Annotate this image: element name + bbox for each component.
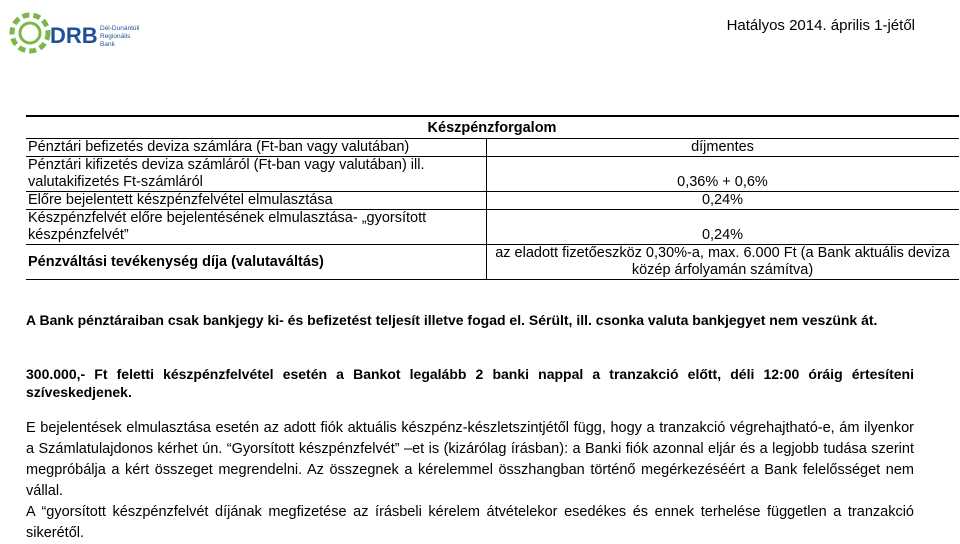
row-label: Pénzváltási tevékenység díja (valutaváltás) [26,245,487,280]
table-row [26,139,959,157]
notification-paragraph: E bejelentések elmulasztása esetén az adott fiók aktuális készpénz-készletszintjétől függ, hogy a tranzakció végrehajtható-e, ám ilyenkor a Számlatulajdonos kérhet ún. “Gyorsított készpénzfelvét” –et is (kizárólag írásban): a Banki fiók azonnal eljár és a legjobb tudása szerint megpróbálja a kért összeget megrendelni. Az összegnek a kérelemmel összhangban történő megérkezéséért a Bank felelősséget nem vállal. [26,420,914,499]
svg-text:Bank: Bank [100,41,115,48]
row-label: Pénztári befizetés deviza számlára (Ft-ban vagy valutában) [26,139,487,157]
logo-mark [12,15,48,51]
row-label: Pénztári kifizetés deviza számláról (Ft-ban vagy valutában) ill. valutakifizetés Ft-számláról [26,157,487,192]
row-label: Készpénzfelvét előre bejelentésének elmulasztása- „gyorsított készpénzfelvét” [26,210,487,245]
table-title: Készpénzforgalom [427,120,557,136]
table-row [26,245,959,280]
fee-paragraph: A “gyorsított készpénzfelvét díjának megfizetése az írásbeli kérelem átvételekor esedékes és ennek terhelése független a tranzakció sikerétől. [26,504,914,541]
logo-text: DRB [50,23,98,48]
info-paragraphs [26,418,914,544]
svg-text:Dél-Dunántúli: Dél-Dunántúli [100,25,140,32]
row-value: az eladott fizetőeszköz 0,30%-a, max. 6.000 Ft (a Bank aktuális deviza közép árfolyamán számítva) [487,245,960,280]
divider [26,115,959,117]
row-value: 0,36% + 0,6% [487,157,960,192]
table-row [26,192,959,210]
large-withdrawal-notice: 300.000,- Ft feletti készpénzfelvétel esetén a Bankot legalább 2 banki nappal a tranzakció előtt, déli 12:00 óráig értesíteni szíveskedjenek. [26,366,914,400]
bank-logo [4,2,140,64]
row-value: 0,24% [487,210,960,245]
svg-text:Regionális: Regionális [100,33,131,40]
cash-only-notice: A Bank pénztáraiban csak bankjegy ki- és befizetést teljesít illetve fogad el. Sérült, ill. csonka valuta bankjegyet nem veszünk át. [26,312,878,328]
fee-table [26,119,959,280]
row-value: 0,24% [487,192,960,210]
table-row [26,157,959,192]
effective-date: Hatályos 2014. április 1-jétől [726,17,915,34]
row-value: díjmentes [487,139,960,157]
row-label: Előre bejelentett készpénzfelvétel elmulasztása [26,192,487,210]
table-row [26,210,959,245]
